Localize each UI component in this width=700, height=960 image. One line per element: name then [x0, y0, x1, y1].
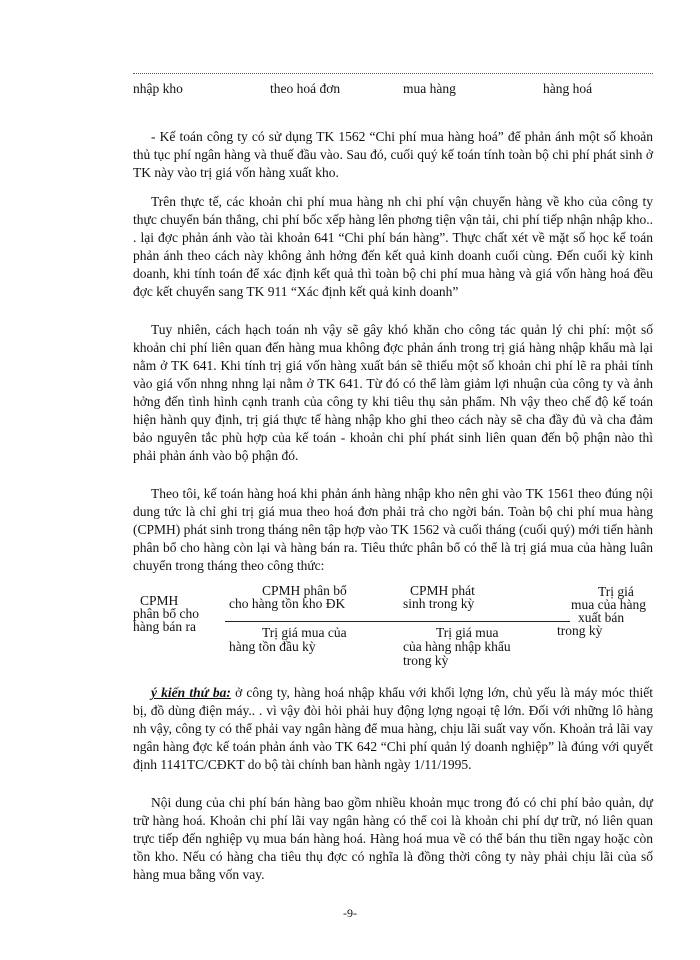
formula-denominator-1b: hàng tồn đầu kỳ	[229, 639, 316, 654]
formula-denominator-1a: Trị giá mua của	[262, 625, 347, 640]
paragraph-6: Nội dung của chi phí bán hàng bao gồm nhiều khoản mục trong đó có chi phí bảo quản, dự trữ hàng hoá. Khoản chi phí lãi vay ngân hàng có thể coi là khoản chi phí dự trữ, nó liên quan trực tiếp đến nghiệp vụ mua bán hàng hoá. Hàng hoá mua về có thể bán thu tiền ngay hoặc còn tồn kho. Nếu có hàng cha tiêu thụ đợc có nghĩa là đồng thời công ty này phải chịu lãi của số hàng mua bằng vốn vay.	[133, 795, 653, 882]
formula-rhs-line4: trong kỳ	[557, 623, 603, 638]
formula-numerator-2b: sinh trong kỳ	[403, 596, 475, 611]
formula-rhs-line1: Trị giá	[598, 584, 634, 599]
formula-lhs-line3: hàng bán ra	[133, 619, 196, 634]
header-col-hang-hoa: hàng hoá	[543, 81, 593, 96]
formula-denominator-2c: trong kỳ	[403, 653, 449, 668]
paragraph-2: Trên thực tế, các khoản chi phí mua hàng nh chi phí vận chuyển hàng về kho của công ty thực chuyển bán thẳng, chi phí bốc xếp hàng lên phơng tiện vận tải, chi phí tiếp nhận nhập kho.. . lại đợc phản ánh vào tài khoản 641 “Chi phí bán hàng”. Thực chất xét về mặt số học kế toán phản ánh theo cách này không ảnh hởng đến kết quả kinh doanh cuối cùng. Đến cuối kỳ kinh doanh, khi tính toán để xác định kết quả thì toàn bộ chi phí mua hàng và giá vốn hàng hoá đều đợc kết chuyển sang TK 911 “Xác định kết quả kinh doanh”	[133, 194, 653, 299]
opinion-three-label: ý kiến thứ ba:	[151, 685, 231, 700]
paragraph-1: - Kế toán công ty có sử dụng TK 1562 “Chi phí mua hàng hoá” để phản ánh một số khoản thủ tục phí ngân hàng và thuế đầu vào. Sau đó, cuối quý kế toán tính toàn bộ chi phí phát sinh ở TK này vào trị giá vốn hàng xuất kho.	[133, 129, 653, 180]
paragraph-5-text: ở công ty, hàng hoá nhập khẩu với khối lợng lớn, chủ yếu là máy móc thiết bị, đồ dùng điện máy.. . vì vậy đòi hỏi phải huy động lợng ngoại tệ lớn. Đối với những lô hàng nh vậy, công ty có thể phải vay ngân hàng để mua hàng, chịu lãi suất vay vốn. Khoản trả lãi vay ngân hàng đợc kế toán phản ánh vào TK 642 “Chi phí quản lý doanh nghiệp” là đúng với quyết định 1141TC/CĐKT do bộ tài chính ban hành ngày 1/11/1995.	[133, 685, 653, 772]
formula-numerator-1a: CPMH phân bổ	[262, 583, 347, 598]
fraction-bar	[225, 621, 570, 622]
header-col-mua-hang: mua hàng	[403, 81, 456, 96]
page-number: -9-	[343, 906, 357, 920]
formula-rhs-line3: xuất bán	[578, 610, 625, 625]
header-col-nhap-kho: nhập kho	[133, 81, 183, 96]
formula-lhs-line2: phân bổ cho	[133, 606, 199, 621]
formula-lhs-line1: CPMH	[140, 593, 179, 608]
formula-numerator-2a: CPMH phát	[410, 583, 475, 598]
paragraph-5	[133, 684, 653, 774]
formula-rhs-line2: mua của hàng	[571, 597, 646, 612]
formula-denominator-2a: Trị giá mua	[436, 625, 499, 640]
paragraph-4: Theo tôi, kế toán hàng hoá khi phản ánh hàng nhập kho nên ghi vào TK 1561 theo đúng nội dung tức là chỉ ghi trị giá mua theo hoá đơn phải trả cho ngời bán. Toàn bộ chi phí mua hàng (CPMH) phát sinh trong tháng nên tập hợp vào TK 1562 và cuối tháng (cuối quý) mới tiến hành phân bổ cho hàng còn lại và hàng bán ra. Tiêu thức phân bổ có thể là trị giá mua của hàng luân chuyển trong tháng theo công thức:	[133, 486, 653, 573]
paragraph-3: Tuy nhiên, cách hạch toán nh vậy sẽ gây khó khăn cho công tác quản lý chi phí: một số khoản chi phí liên quan đến hàng mua không đợc phản ánh trong trị giá hàng nhập khẩu mà lại nằm ở TK 641. Khi tính trị giá vốn hàng xuất bán sẽ thiếu một số khoản chi phí lẽ ra phải tính vào giá vốn nhng nhng lại nằm ở TK 641. Từ đó có thể làm giảm lợi nhuận của công ty và ảnh hởng đến tình hình cạnh tranh của công ty khi tiêu thụ sản phẩm. Nh vậy theo chế độ kế toán hiện hành quy định, trị giá thực tế hàng nhập kho ghi theo cách này sẽ cha đầy đủ và cha đảm bảo nguyên tắc phù hợp của kế toán - khoản chi phí phát sinh liên quan đến bộ phận nào thì phải phản ánh vào bộ phận đó.	[133, 322, 653, 463]
dotted-separator	[133, 73, 653, 74]
formula-numerator-1b: cho hàng tồn kho ĐK	[229, 596, 346, 611]
header-col-theo-hoa-don: theo hoá đơn	[270, 81, 341, 96]
formula-denominator-2b: của hàng nhập khẩu	[403, 639, 511, 654]
